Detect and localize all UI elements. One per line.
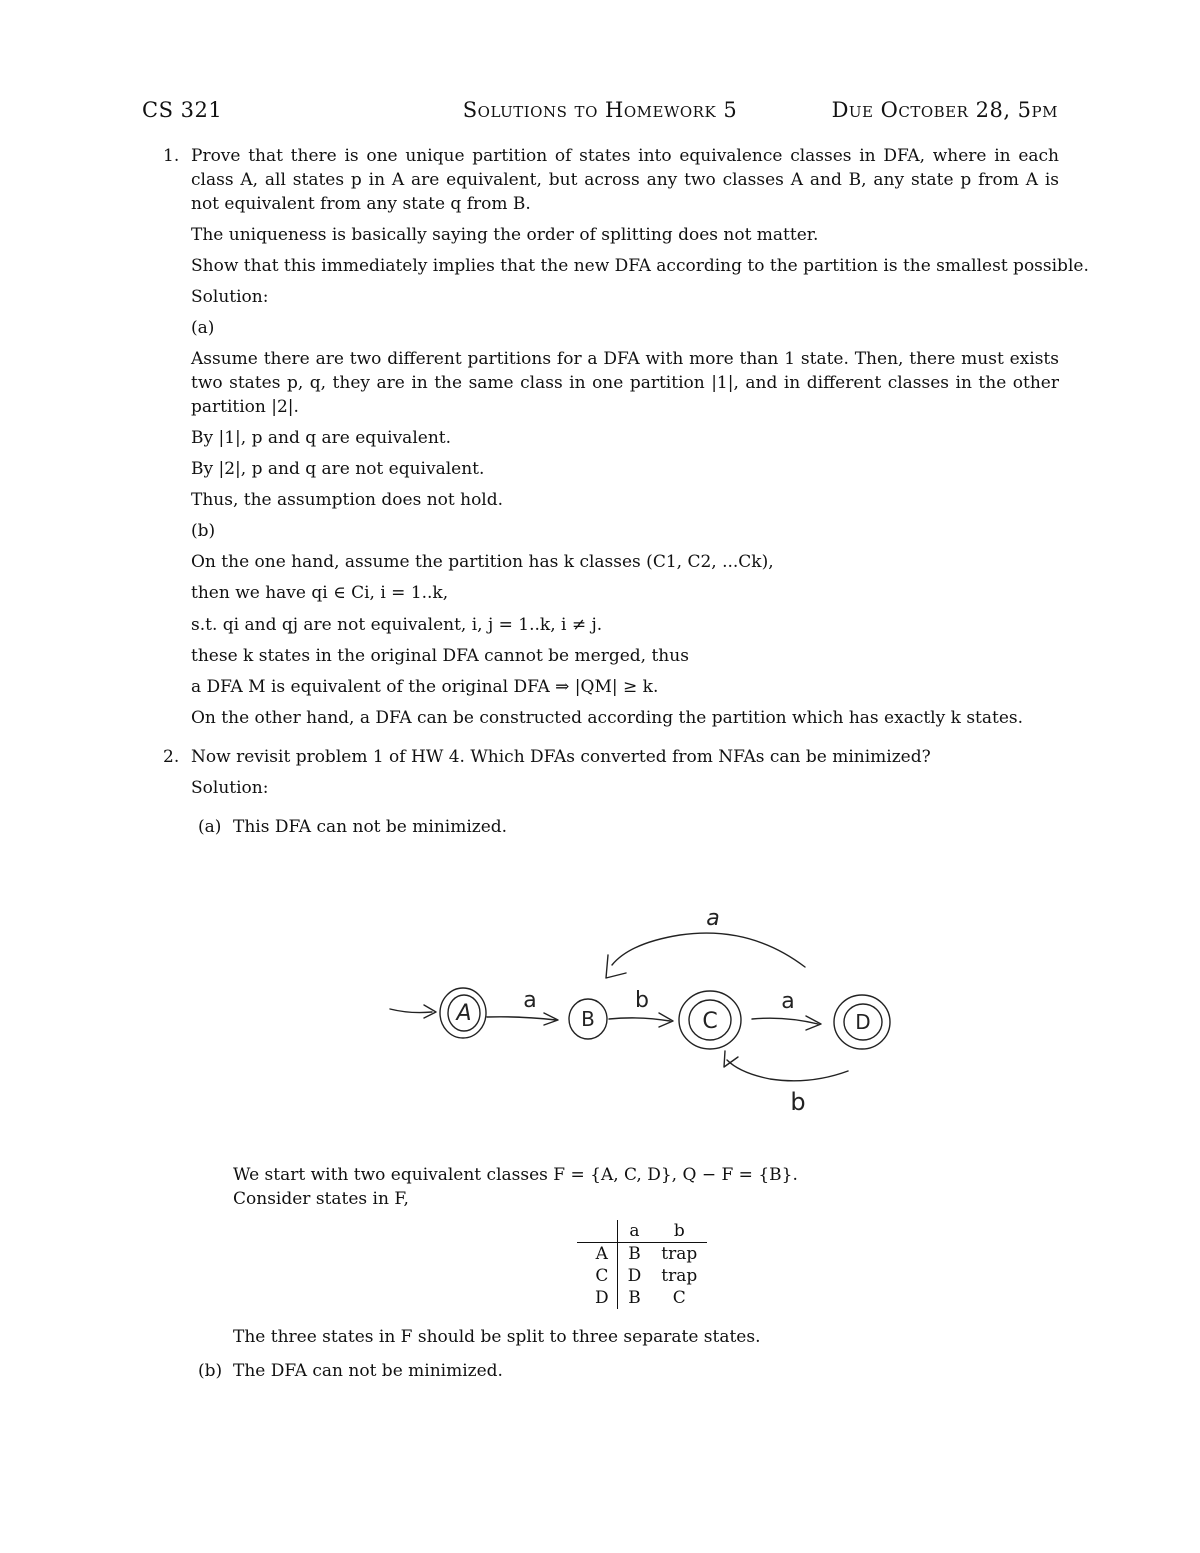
edge-d-to-b-head (606, 955, 626, 978)
edge-d-to-b (612, 933, 805, 967)
edge-b-to-c (609, 1018, 670, 1021)
part-a-text-2: This DFA can not be minimized. (233, 817, 508, 837)
state-d (834, 995, 890, 1049)
edge-d-to-c-head (724, 1051, 738, 1067)
consider-text: Consider states in F, (233, 1189, 409, 1209)
problem-1-statement: Prove that there is one unique partition of states into equivalence classes in DFA, where in each class A, all states p in A are equivalent, but across any two classes A and B, any state p from A is not equivalent from any state q from B. (191, 146, 1059, 214)
part-b-line-2: then we have qi ∈ Ci, i = 1..k, (191, 583, 449, 603)
edge-label-a2: a (781, 989, 795, 1014)
edge-a-to-b (487, 1017, 556, 1020)
part-a-label-2: (a) (198, 817, 222, 837)
row-state: A (577, 1243, 617, 1266)
due-date: Due October 28, 5pm (831, 98, 1058, 122)
state-a-label: A (456, 1001, 472, 1026)
state-c-label: C (702, 1009, 718, 1034)
part-b-line-3: s.t. qi and qj are not equivalent, i, j = 1..k, i ≠ j. (191, 615, 603, 635)
table-corner (577, 1220, 617, 1243)
part-b-line-5: a DFA M is equivalent of the original DFA ⇒ |QM| ≥ k. (191, 677, 659, 697)
show-text: Show that this immediately implies that the new DFA according to the partition is the smallest possible. (191, 256, 1089, 276)
part-b-line-4: these k states in the original DFA cannot be merged, thus (191, 646, 689, 666)
transition-table (577, 1220, 707, 1309)
cell-b: trap (661, 1244, 698, 1264)
col-header-a: a (617, 1220, 651, 1243)
dfa-diagram (380, 895, 900, 1125)
part-b-label-1: (b) (191, 521, 216, 541)
part-b-label-2: (b) (198, 1361, 223, 1381)
page-header (142, 98, 1058, 128)
table-header-row (577, 1220, 707, 1243)
edge-label-a3: a (706, 906, 720, 931)
table-row (577, 1243, 707, 1266)
table-row (577, 1265, 707, 1287)
conclusion-text: The three states in F should be split to three separate states. (233, 1327, 761, 1347)
cell-b: trap (661, 1266, 698, 1286)
course-code: CS 321 (142, 98, 223, 122)
part-b-line-1: On the one hand, assume the partition has k classes (C1, C2, ...Ck), (191, 552, 774, 572)
part-b-line-6: On the other hand, a DFA can be constructed according the partition which has exactly k states. (191, 708, 1024, 728)
edge-label-b2: b (790, 1088, 806, 1116)
by-2-text: By |2|, p and q are not equivalent. (191, 459, 485, 479)
state-b (569, 999, 607, 1039)
edge-label-b1: b (635, 988, 649, 1013)
cell-b: C (672, 1288, 686, 1308)
part-a-label-1: (a) (191, 318, 215, 338)
solution-label-2: Solution: (191, 778, 269, 798)
cell-a: B (628, 1244, 641, 1264)
cell-a: B (628, 1288, 641, 1308)
state-b-label: B (581, 1007, 595, 1031)
problem-2-number: 2. (163, 747, 180, 767)
problem-2-statement: Now revisit problem 1 of HW 4. Which DFAs converted from NFAs can be minimized? (191, 747, 931, 767)
state-d-label: D (855, 1010, 871, 1034)
state-c (679, 991, 741, 1049)
problem-1-number: 1. (163, 146, 180, 166)
solution-label-1: Solution: (191, 287, 269, 307)
row-state: D (577, 1287, 617, 1309)
cell-a: D (627, 1266, 642, 1286)
edge-c-to-d (752, 1018, 818, 1024)
state-a (440, 988, 486, 1038)
uniqueness-text: The uniqueness is basically saying the order of splitting does not matter. (191, 225, 819, 245)
col-header-b: b (651, 1220, 707, 1243)
table-row (577, 1287, 707, 1309)
part-a-assumption: Assume there are two different partitions for a DFA with more than 1 state. Then, there must exists two states p, q, they are in the same class in one partition |1|, and in different classes in the other partition |2|. (191, 349, 1059, 417)
edge-label-a1: a (523, 988, 537, 1013)
edge-d-to-c (727, 1060, 848, 1081)
part-b-text-2: The DFA can not be minimized. (233, 1361, 503, 1381)
start-classes-text: We start with two equivalent classes F = {A, C, D}, Q − F = {B}. (233, 1165, 798, 1185)
document-title: Solutions to Homework 5 (462, 98, 738, 122)
by-1-text: By |1|, p and q are equivalent. (191, 428, 451, 448)
row-state: C (577, 1265, 617, 1287)
start-arrow (390, 1009, 432, 1013)
thus-text: Thus, the assumption does not hold. (191, 490, 504, 510)
